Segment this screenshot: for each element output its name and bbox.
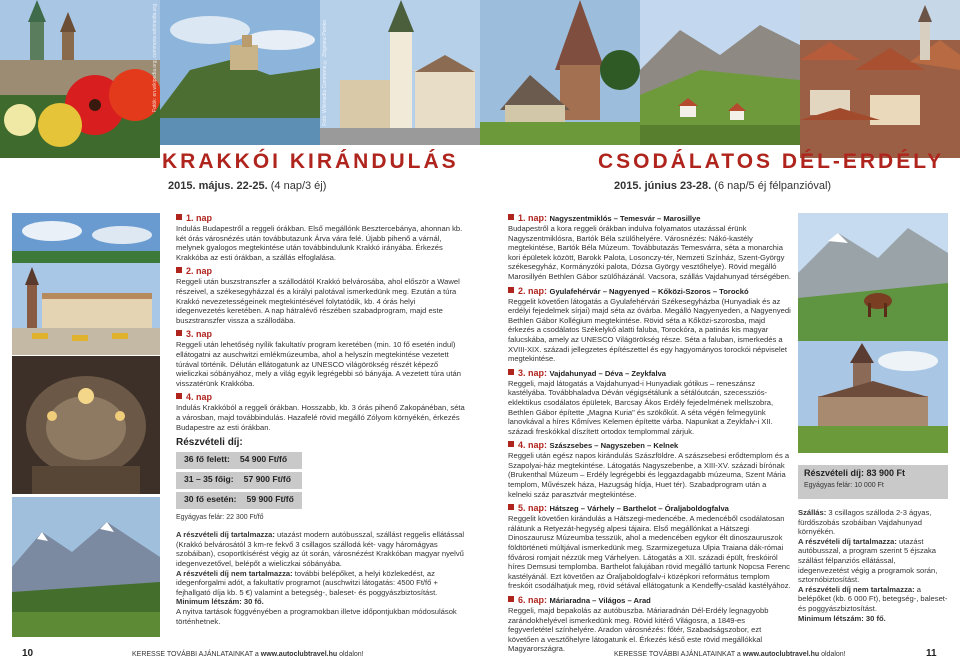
- right-footer: [614, 651, 846, 658]
- footer-suffix: oldalon!: [339, 651, 364, 658]
- day-text: Reggeli után buszstranszfer a szállodától Krakkó belvárosába, ahol először a Wawel részeivel, a székesegyházzal és a királyi palotával ismerkedünk meg. Ezután a túra Krakkó nevezetességeinek megtekintésével folytatódik, kb. 4 órás helyi idegenvezetés keretében. A nap hátralévő részében szabadprogram, majd este buszstranszfer vissza a szállodába.: [176, 277, 460, 325]
- left-day-3: [176, 329, 466, 388]
- right-trip-date: [614, 180, 831, 192]
- includes-label: A részvételi díj tartalmazza:: [798, 536, 897, 546]
- day-label: 5. nap:: [518, 503, 548, 514]
- right-price-box: [798, 465, 948, 499]
- includes-text: utazást autóbusszal, a program szerint 5 éjszaka szállást félpanziós ellátással, idegenvezetést végig a programok során, sztornóbiztosítást.: [798, 536, 938, 585]
- right-day-4: [508, 440, 792, 499]
- bullet-square-icon: [176, 214, 182, 220]
- day-text: Reggeli után lehetőség nyílik fakultatív program keretében (min. 10 fő esetén indul) ellátogatni az auschwitzi emlékmúzeumba, ahol a helyszín megtekintése vezetett túrával történik. Délután ellátogatunk az UNESCO világörökség részét képező wieliczkai sóbányához, mely a világ egyik legrégebbi só bányája. A vezetett túra után visszatérünk Krakkóba.: [176, 340, 461, 388]
- day-route: Máriaradna – Világos – Arad: [549, 596, 651, 605]
- left-footer: [132, 651, 364, 658]
- footer-site-link[interactable]: www.autoclubtravel.hu: [742, 651, 820, 658]
- price-row: [176, 452, 302, 469]
- photo-krakow-square: [12, 263, 160, 355]
- left-price-title: Részvételi díj:: [176, 437, 243, 449]
- price-value: 59 900 Ft/fő: [246, 494, 294, 505]
- right-accommodation: [798, 508, 948, 537]
- right-itinerary: [508, 213, 792, 658]
- day-label: 1. nap:: [518, 213, 548, 223]
- price-group: 31 – 35 főig:: [184, 474, 234, 485]
- excludes-label: A részvételi díj nem tartalmazza:: [798, 584, 915, 594]
- photo-mountain-horse: [798, 213, 948, 341]
- right-excludes: [798, 585, 948, 614]
- right-day-1: [508, 213, 792, 282]
- photo-tatra-mountains: [12, 497, 160, 637]
- bullet-square-icon: [508, 504, 514, 510]
- price-group: 30 fő esetén:: [184, 494, 237, 505]
- photo-krakow-towers: [0, 0, 160, 158]
- day-label: 3. nap:: [518, 367, 548, 378]
- left-note: A nyitva tartások függvényében a programokban illetve időpontjukban módosulások történhetnek.: [176, 607, 457, 626]
- price-value: 57 900 Ft/fő: [243, 474, 291, 485]
- right-single-fee: Egyágyas felár: 10 000 Ft: [804, 482, 884, 489]
- photo-besztercebanya: [320, 0, 480, 145]
- price-row: [176, 472, 302, 489]
- bullet-square-icon: [508, 441, 514, 447]
- excludes-label: A részvételi díj nem tartalmazza:: [176, 568, 293, 578]
- day-text: Reggeli, majd bepakolás az autóbuszba. Máriaradnán Dél-Erdély legnagyobb zarándokhelyével ismerkedünk meg. Rövid kitérő Világosra, a 1849-es fegyverletétel színhelyére. Aradon városnézés: főtér, Szabadságszobor, ezt követően a vesztőhelyre látogatunk el. Érkezés késő este rövid megállókkal Magyarországra.: [508, 606, 769, 654]
- photo-orava-castle: [160, 0, 320, 145]
- right-includes: [798, 537, 948, 585]
- left-trip-date: [168, 180, 326, 192]
- excludes-text: további belépőket, a helyi közlekedést, az idegenforgalmi adót, a fakultatív programot (auschwitzi látogatás: 4500 Ft/fő + fejhallgató díja kb. 5 €) valamint a betegség-, baleset- és poggyászbiztosítást.: [176, 568, 438, 597]
- day-route: Gyulafehérvár – Nagyenyed – Kőközi-Szoros – Torockó: [549, 286, 749, 296]
- accommodation-label: Szállás:: [798, 508, 827, 517]
- day-label: 1. nap: [186, 213, 213, 223]
- photo-lake-clouds: [12, 213, 160, 263]
- day-text: Reggeli után egész napos kirándulás Szászföldre. A szászsebesi erődtemplom és a Szapolyai-ház megtekintése. Látogatás Nagyszebenbe, a XIII-XV. századi bírónak (Brukenthal Múzeum – Erdély legrégebbi és leggazdagabb múzeuma, Szent Mária templom, Művészek háza, Hazugság hídja, Huet tér). Szabadprogram után a kelneki száz parasztvár megtekintése.: [508, 451, 790, 499]
- photo-torocko-valley: [640, 0, 800, 145]
- footer-suffix: oldalon!: [821, 651, 846, 658]
- bullet-square-icon: [176, 393, 182, 399]
- right-price: Részvételi díj: 83 900 Ft: [804, 468, 906, 478]
- left-day-2: [176, 266, 466, 325]
- price-value: 54 900 Ft/fő: [239, 454, 288, 465]
- right-date-bold: 2015. június 23-28.: [614, 180, 712, 192]
- day-text: Reggelit követően kirándulás a Hátszegi-medencébe. A medencéből csodálatosan rálátunk a Retyezát-hegység alpesi tájaira. Első megállónkat a Hátszegi Dinoszaurusz Múzeumba tesszük, ahol a medencében egykor élt dinoszauruszok földtörténeti múltjával ismerkedünk meg. Szarmizegetuza Ulpia Traiana dák-római fővárosi romjait nézzük meg Várhelyen. Látogatás a XII. századi épült, freskóiról híres Demsusi templomba. Barthelot falujában rövid megálló tartunk Nopcsa Ferenc kastélyánál. Ezt követően az Óraljaboldogfalv-i középkori református templom freskóit csodálhatjuk meg, rövid sétával ellátogatunk a Kendeffy-család kastélyához.: [508, 514, 791, 591]
- left-day-4: [176, 392, 466, 432]
- bullet-square-icon: [176, 330, 182, 336]
- day-route: Hátszeg – Várhely – Barthelot – Óraljaboldogfalva: [549, 504, 729, 514]
- right-info: [798, 508, 948, 623]
- left-excludes: [176, 569, 466, 598]
- day-label: 2. nap:: [518, 285, 548, 296]
- day-label: 2. nap: [186, 266, 213, 277]
- right-page-number: 11: [926, 648, 937, 659]
- footer-site-link[interactable]: www.autoclubtravel.hu: [260, 651, 338, 658]
- day-label: 6. nap:: [518, 595, 548, 605]
- left-itinerary: [176, 213, 466, 626]
- price-row: [176, 492, 302, 509]
- right-day-6: [508, 595, 792, 654]
- left-minimum: Minimum létszám: 30 fő.: [176, 597, 264, 607]
- day-text: Budapestről a kora reggeli órákban indulva folyamatos utazással érünk Nagyszentmiklósra, Bartók Béla szülőhelyére. Városnézés: Nákó-kastély megtekintése, Bartók Béla Múzeum. Továbbutazás Temesvárra, séta a monarchia kori épületek között, Barokk Palota, Losonczy-tér, Nemzeti Színház, Szent-György székesegyház, Kormányzóki palota, Dózsa György vesztőhelye). Rövid megálló Marosillyén Bethlen Gábor szülőházánál. Vacsora, szállás Vajdahunyad térségében.: [508, 224, 791, 281]
- left-day-1: [176, 213, 466, 262]
- bullet-square-icon: [508, 596, 514, 602]
- bullet-square-icon: [508, 287, 514, 293]
- right-minimum: Minimum létszám: 30 fő.: [798, 613, 886, 623]
- day-label: 4. nap:: [518, 440, 548, 451]
- day-label: 3. nap: [186, 329, 213, 340]
- right-day-3: [508, 368, 792, 437]
- photo-credit: Fotók: en.wikipedia.org, commons.wikimedia.org: [152, 4, 158, 112]
- left-includes: [176, 530, 466, 568]
- left-date-rest: (4 nap/3 éj): [270, 180, 327, 192]
- day-route: Vajdahunyad – Déva – Zeykfalva: [549, 368, 667, 378]
- day-text: Reggeli, majd látogatás a Vajdahunyad-i Hunyadiak gótikus – reneszánsz kastélyába. Továbbhaladva Déván végigsétálunk a sétálóutcán, szecessziós-eklektikus csodálatos épületek, Barcsay Ákos Erdély fejedelmének mellszobra, Bethlen Gábor építette „Magna Kuria" és szökőkút. A séta végén felmegyünk lanovkával a híres Kőmíves Kelemen építette várba. Napunkat a Zeykfalv-i XII. századi freskókkal díszített ortodox templommal zárjuk.: [508, 378, 774, 436]
- photo-credit: Fotó: Wikimedia Commons © Zbigniew Pomko: [322, 20, 328, 126]
- bullet-square-icon: [176, 267, 182, 273]
- bullet-square-icon: [508, 369, 514, 375]
- left-single-fee: Egyágyas felár: 22 300 Ft/fő: [176, 513, 264, 521]
- day-route: Szászsebes – Nagyszeben – Kelnek: [549, 441, 679, 451]
- right-date-rest: (6 nap/5 éj félpanzióval): [714, 180, 832, 192]
- day-text: Reggelit követően látogatás a Gyulafehérvári Székesegyházba (Hunyadiak és az erdélyi fejedelmek sírjai) majd séta az óvárba. Megálló Nagyenyeden, a Nagyenyedi Bethlen Gábor Kollégium megtekintése. Rövid séta a Kőközi-szorosba, majd érkezés a csodálatos Székelykő alatti faluba, Torockóra, a patinás kis magyar falucskába, amely az UNESCO Világörökség része. Séta a faluban, ismerkedés a XVIII-XIX. századi jellegzetes építészettel és egy hagyományos torockói népviselet megtekintése.: [508, 296, 791, 364]
- day-text: Indulás Krakkóból a reggeli órákban. Hosszabb, kb. 3 órás pihenő Zakopánéban, séta a városban, majd továbbindulás. Hazafelé rövid megálló Zólyom környékén, érkezés Budapestre az esti órákban.: [176, 403, 465, 432]
- left-page-number: 10: [22, 648, 34, 659]
- right-page-title: CSODÁLATOS DÉL-ERDÉLY: [598, 150, 945, 173]
- right-day-2: [508, 286, 792, 364]
- day-route: Nagyszentmiklós – Temesvár – Marosillye: [549, 214, 701, 223]
- day-text: Indulás Budapestről a reggeli órákban. Első megállónk Besztercebánya, ahonnan kb. két órás városnézés után továbbutazunk Árva vára felé. Újabb pihenő a várnál, melynek gyalogos megtekintése után továbbindulunk Krakkó irányába. Érkezés Krakkóba az esti órákban, a szállás elfoglalása.: [176, 224, 463, 262]
- bullet-square-icon: [508, 214, 514, 220]
- left-page-title: KRAKKÓI KIRÁNDULÁS: [162, 150, 459, 173]
- includes-label: A részvételi díj tartalmazza:: [176, 530, 275, 540]
- price-group: 36 fő felett:: [184, 454, 230, 465]
- includes-text: utazást modern autóbusszal, szállást reggelis ellátással (Krakkó belvárosától 3 km-re fekvő 3 csillagos szállodá két- vagy háromágyas szobáiban), csoportkísérést végig az út során, városnézést Krakkóban magyar nyelvű idegenvezetővel, belépőt a wieliczkai sóbányába.: [176, 530, 465, 569]
- photo-salt-mine: [12, 356, 160, 494]
- excludes-text: a belépőket (kb. 6 000 Ft), betegség-, baleset- és poggyászbiztosítást.: [798, 584, 948, 613]
- left-date-bold: 2015. május. 22-25.: [168, 180, 268, 192]
- footer-prefix: KERESSE TOVÁBBI AJÁNLATAINKAT a: [614, 651, 741, 658]
- photo-fortified-church: [798, 341, 948, 453]
- photo-sibiu-roofs: [800, 0, 960, 158]
- footer-prefix: KERESSE TOVÁBBI AJÁNLATAINKAT a: [132, 651, 259, 658]
- photo-wooden-church: [480, 0, 640, 145]
- accommodation-text: 3 csillagos szálloda 2-3 ágyas, fürdőszobás szobáiban Vajdahunyad környékén.: [798, 508, 932, 537]
- day-label: 4. nap: [186, 392, 213, 403]
- right-day-5: [508, 503, 792, 591]
